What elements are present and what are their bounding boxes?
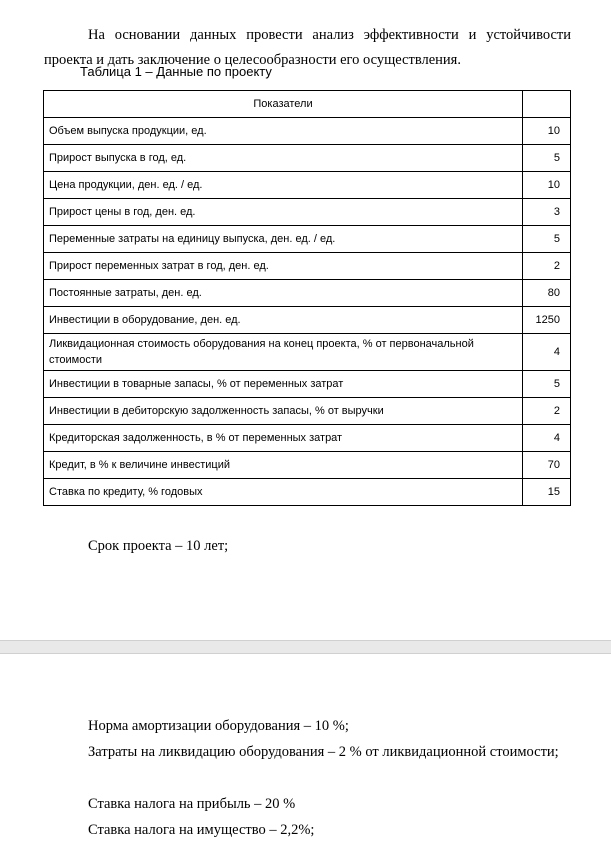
- table-row: [44, 307, 571, 334]
- row-label: Прирост переменных затрат в год, ден. ед.: [44, 253, 523, 280]
- intro-paragraph: На основании данных провести анализ эффективности и устойчивости проекта и дать заключение о целесообразности его осуществления.: [44, 26, 571, 68]
- row-label: Ставка по кредиту, % годовых: [44, 479, 523, 506]
- row-label: Ликвидационная стоимость оборудования на конец проекта, % от первоначальной стоимости: [44, 334, 523, 371]
- project-term: Срок проекта – 10 лет;: [88, 538, 229, 554]
- row-value: 10: [523, 172, 571, 199]
- row-label: Прирост выпуска в год, ед.: [44, 145, 523, 172]
- table-row: [44, 425, 571, 452]
- table-row: [44, 199, 571, 226]
- profit-tax-line: Ставка налога на прибыль – 20 %: [88, 796, 296, 812]
- table-row: [44, 145, 571, 172]
- row-value: 4: [523, 334, 571, 371]
- row-label: Прирост цены в год, ден. ед.: [44, 199, 523, 226]
- row-value: 70: [523, 452, 571, 479]
- table-header-row: [44, 91, 571, 118]
- row-value: 2: [523, 398, 571, 425]
- table-row: [44, 452, 571, 479]
- table-row: [44, 118, 571, 145]
- row-label: Кредит, в % к величине инвестиций: [44, 452, 523, 479]
- table-row: [44, 479, 571, 506]
- table-header-indicators: Показатели: [44, 91, 523, 118]
- table-row: [44, 334, 571, 371]
- row-value: 2: [523, 253, 571, 280]
- property-tax-line: Ставка налога на имущество – 2,2%;: [88, 822, 315, 838]
- row-value: 3: [523, 199, 571, 226]
- amortization-line: Норма амортизации оборудования – 10 %;: [88, 718, 349, 734]
- row-label: Инвестиции в товарные запасы, % от переменных затрат: [44, 371, 523, 398]
- row-value: 4: [523, 425, 571, 452]
- row-value: 80: [523, 280, 571, 307]
- table-row: [44, 280, 571, 307]
- table-row: [44, 371, 571, 398]
- table-row: [44, 253, 571, 280]
- row-label: Переменные затраты на единицу выпуска, ден. ед. / ед.: [44, 226, 523, 253]
- row-value: 5: [523, 145, 571, 172]
- row-label: Постоянные затраты, ден. ед.: [44, 280, 523, 307]
- row-label: Цена продукции, ден. ед. / ед.: [44, 172, 523, 199]
- table-header-value: [523, 91, 571, 118]
- table-row: [44, 172, 571, 199]
- row-value: 5: [523, 226, 571, 253]
- table-caption: Таблица 1 – Данные по проекту: [80, 64, 272, 79]
- table-row: [44, 398, 571, 425]
- page-2: [0, 654, 611, 846]
- project-data-table: [43, 90, 571, 506]
- row-value: 15: [523, 479, 571, 506]
- table-row: [44, 226, 571, 253]
- liquidation-costs-line: Затраты на ликвидацию оборудования – 2 % от ликвидационной стоимости;: [88, 744, 559, 760]
- row-label: Кредиторская задолженность, в % от переменных затрат: [44, 425, 523, 452]
- row-label: Объем выпуска продукции, ед.: [44, 118, 523, 145]
- row-value: 5: [523, 371, 571, 398]
- row-value: 10: [523, 118, 571, 145]
- row-label: Инвестиции в оборудование, ден. ед.: [44, 307, 523, 334]
- row-label: Инвестиции в дебиторскую задолженность запасы, % от выручки: [44, 398, 523, 425]
- row-value: 1250: [523, 307, 571, 334]
- page-separator: [0, 640, 611, 654]
